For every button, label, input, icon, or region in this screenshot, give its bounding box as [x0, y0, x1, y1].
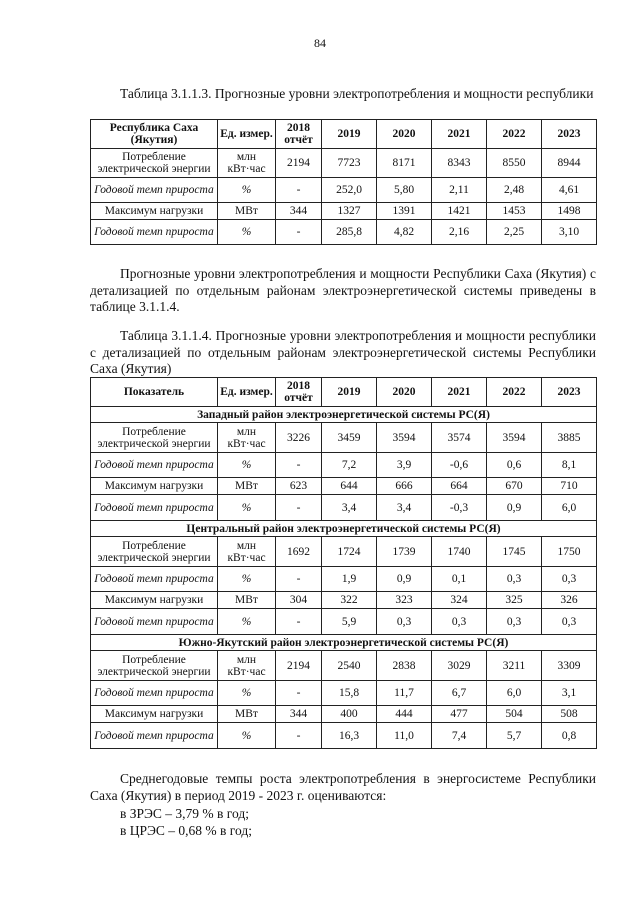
table-cell: млн кВт·час: [218, 423, 276, 453]
table-cell: 2,11: [432, 178, 487, 203]
row-label-cell: Годовой темп прироста: [91, 723, 218, 749]
column-header: Ед. измер.: [218, 378, 276, 407]
row-label-cell: Годовой темп прироста: [91, 178, 218, 203]
table-row: [91, 592, 597, 609]
table-cell: 6,0: [542, 495, 597, 521]
column-header: 2021: [432, 120, 487, 149]
table-cell: 3,4: [377, 495, 432, 521]
list-item: в ЦРЭС – 0,68 % в год;: [120, 823, 252, 838]
section-row: [91, 521, 597, 537]
table-cell: %: [218, 723, 276, 749]
table-header-row: [91, 120, 597, 149]
table-cell: %: [218, 609, 276, 635]
row-label-cell: Годовой темп прироста: [91, 609, 218, 635]
table-cell: %: [218, 495, 276, 521]
table-cell: 7,4: [432, 723, 487, 749]
column-header: 2019: [322, 378, 377, 407]
table-cell: 1740: [432, 537, 487, 567]
column-header: 2022: [487, 120, 542, 149]
table-cell: 1421: [432, 203, 487, 220]
column-header: 2023: [542, 120, 597, 149]
table-cell: 252,0: [322, 178, 377, 203]
table-cell: 323: [377, 592, 432, 609]
table-cell: 664: [432, 478, 487, 495]
table-cell: 15,8: [322, 681, 377, 706]
table-cell: 0,8: [542, 723, 597, 749]
column-header: Показатель: [91, 378, 218, 407]
table-cell: 670: [487, 478, 542, 495]
table-cell: 0,3: [542, 567, 597, 592]
table-row: [91, 681, 597, 706]
table-cell: 2,25: [487, 220, 542, 245]
table-cell: 16,3: [322, 723, 377, 749]
table-cell: млн кВт·час: [218, 149, 276, 178]
column-header: 2020: [377, 378, 432, 407]
table-row: [91, 567, 597, 592]
table-cell: 11,7: [377, 681, 432, 706]
table1-caption: Таблица 3.1.1.3. Прогнозные уровни электропотребления и мощности республики: [120, 86, 594, 101]
forecast-table-districts: [90, 377, 597, 749]
table-cell: 5,80: [377, 178, 432, 203]
section-title: Южно-Якутский район электроэнергетической системы РС(Я): [91, 635, 597, 651]
table-cell: 3594: [487, 423, 542, 453]
table-cell: 5,9: [322, 609, 377, 635]
table-cell: 11,0: [377, 723, 432, 749]
section-row: [91, 407, 597, 423]
table-cell: 400: [322, 706, 377, 723]
table-row: [91, 149, 597, 178]
table-cell: 4,61: [542, 178, 597, 203]
table-row: [91, 537, 597, 567]
table-cell: млн кВт·час: [218, 651, 276, 681]
table-cell: 3,10: [542, 220, 597, 245]
table-cell: 344: [276, 706, 322, 723]
list-item: в ЗРЭС – 3,79 % в год;: [120, 806, 249, 821]
table-cell: 8,1: [542, 453, 597, 478]
table-cell: 0,3: [487, 567, 542, 592]
table-cell: 1739: [377, 537, 432, 567]
table-cell: 326: [542, 592, 597, 609]
table-cell: 3029: [432, 651, 487, 681]
table-cell: 3574: [432, 423, 487, 453]
table-cell: 2,48: [487, 178, 542, 203]
table-cell: %: [218, 453, 276, 478]
table-cell: 3211: [487, 651, 542, 681]
column-header: Ед. измер.: [218, 120, 276, 149]
table-row: [91, 423, 597, 453]
table-cell: 2194: [276, 651, 322, 681]
table-cell: 1,9: [322, 567, 377, 592]
table-cell: 7723: [322, 149, 377, 178]
table-cell: 1745: [487, 537, 542, 567]
section-title: Центральный район электроэнергетической системы РС(Я): [91, 521, 597, 537]
table-cell: 0,1: [432, 567, 487, 592]
section-title: Западный район электроэнергетической системы РС(Я): [91, 407, 597, 423]
table-cell: 304: [276, 592, 322, 609]
forecast-table-republic: [90, 119, 597, 245]
table-cell: 0,3: [487, 609, 542, 635]
row-label-cell: Потребление электрической энергии: [91, 537, 218, 567]
table-cell: 1498: [542, 203, 597, 220]
row-label-cell: Годовой темп прироста: [91, 567, 218, 592]
row-label-cell: Максимум нагрузки: [91, 592, 218, 609]
table-cell: -: [276, 495, 322, 521]
table-cell: 1724: [322, 537, 377, 567]
table-cell: 322: [322, 592, 377, 609]
table-cell: 0,9: [487, 495, 542, 521]
table-cell: 285,8: [322, 220, 377, 245]
row-label-cell: Максимум нагрузки: [91, 203, 218, 220]
table-cell: 2194: [276, 149, 322, 178]
table-cell: 5,7: [487, 723, 542, 749]
body-paragraph-2: Среднегодовые темпы роста электропотребления в энергосистеме Республики Саха (Якутия) в период 2019 - 2023 г. оцениваются:: [90, 771, 596, 803]
table-cell: 666: [377, 478, 432, 495]
row-label-cell: Годовой темп прироста: [91, 453, 218, 478]
table-cell: 0,3: [377, 609, 432, 635]
column-header: 2020: [377, 120, 432, 149]
table-cell: %: [218, 178, 276, 203]
table-cell: 6,0: [487, 681, 542, 706]
table-cell: 0,9: [377, 567, 432, 592]
table-cell: 2540: [322, 651, 377, 681]
table-cell: 1327: [322, 203, 377, 220]
table-header-row: [91, 378, 597, 407]
column-header: 2022: [487, 378, 542, 407]
table-cell: 3885: [542, 423, 597, 453]
table-cell: -: [276, 609, 322, 635]
table-cell: 2838: [377, 651, 432, 681]
table-row: [91, 609, 597, 635]
table-cell: 0,6: [487, 453, 542, 478]
column-header: 2019: [322, 120, 377, 149]
table-cell: 623: [276, 478, 322, 495]
table-cell: 3,9: [377, 453, 432, 478]
table-cell: 3,1: [542, 681, 597, 706]
table-cell: 0,3: [432, 609, 487, 635]
section-row: [91, 635, 597, 651]
table-cell: 1692: [276, 537, 322, 567]
table-cell: -0,3: [432, 495, 487, 521]
table-cell: 508: [542, 706, 597, 723]
table-cell: 344: [276, 203, 322, 220]
table-cell: 1750: [542, 537, 597, 567]
table-row: [91, 220, 597, 245]
table-cell: 3459: [322, 423, 377, 453]
page-number: 84: [314, 36, 326, 50]
row-label-cell: Максимум нагрузки: [91, 706, 218, 723]
table-cell: 1391: [377, 203, 432, 220]
column-header: 2023: [542, 378, 597, 407]
table-cell: 3,4: [322, 495, 377, 521]
column-header: 2018 отчёт: [276, 120, 322, 149]
table-cell: -: [276, 220, 322, 245]
table-cell: МВт: [218, 706, 276, 723]
table-cell: 504: [487, 706, 542, 723]
table-cell: 3309: [542, 651, 597, 681]
table-cell: 6,7: [432, 681, 487, 706]
table-row: [91, 651, 597, 681]
table-cell: 2,16: [432, 220, 487, 245]
table-row: [91, 453, 597, 478]
table-cell: %: [218, 567, 276, 592]
table-cell: -0,6: [432, 453, 487, 478]
table-cell: -: [276, 681, 322, 706]
table-cell: 8171: [377, 149, 432, 178]
table-cell: 8550: [487, 149, 542, 178]
body-paragraph-1: Прогнозные уровни электропотребления и мощности Республики Саха (Якутия) с детализацией по отдельным районам электроэнергетической системы приведены в таблице 3.1.1.4.: [90, 266, 596, 314]
table-cell: 1453: [487, 203, 542, 220]
table-cell: млн кВт·час: [218, 537, 276, 567]
column-header: 2018 отчёт: [276, 378, 322, 407]
row-label-cell: Годовой темп прироста: [91, 220, 218, 245]
table-row: [91, 706, 597, 723]
table-cell: 644: [322, 478, 377, 495]
row-label-cell: Потребление электрической энергии: [91, 651, 218, 681]
table-cell: 4,82: [377, 220, 432, 245]
table-cell: 3226: [276, 423, 322, 453]
table-cell: 3594: [377, 423, 432, 453]
row-label-cell: Потребление электрической энергии: [91, 423, 218, 453]
table-cell: 324: [432, 592, 487, 609]
table-cell: %: [218, 220, 276, 245]
table-cell: 710: [542, 478, 597, 495]
table-row: [91, 478, 597, 495]
table-row: [91, 723, 597, 749]
row-label-cell: Годовой темп прироста: [91, 495, 218, 521]
table2-caption: Таблица 3.1.1.4. Прогнозные уровни электропотребления и мощности республики с детализацией по отдельным районам электроэнергетической системы Республики Саха (Якутия): [90, 328, 596, 376]
table-cell: 0,3: [542, 609, 597, 635]
table-cell: МВт: [218, 203, 276, 220]
row-label-cell: Потребление электрической энергии: [91, 149, 218, 178]
table-cell: 477: [432, 706, 487, 723]
column-header: 2021: [432, 378, 487, 407]
column-header: Республика Саха (Якутия): [91, 120, 218, 149]
row-label-cell: Максимум нагрузки: [91, 478, 218, 495]
table-cell: 8343: [432, 149, 487, 178]
table-row: [91, 495, 597, 521]
table-cell: -: [276, 178, 322, 203]
table-cell: МВт: [218, 592, 276, 609]
table-row: [91, 178, 597, 203]
table-cell: 7,2: [322, 453, 377, 478]
row-label-cell: Годовой темп прироста: [91, 681, 218, 706]
table-cell: 8944: [542, 149, 597, 178]
table-cell: -: [276, 567, 322, 592]
rate-list: [120, 805, 590, 839]
table-cell: %: [218, 681, 276, 706]
table-cell: МВт: [218, 478, 276, 495]
table-row: [91, 203, 597, 220]
table-cell: -: [276, 453, 322, 478]
table-cell: 444: [377, 706, 432, 723]
table-cell: -: [276, 723, 322, 749]
table-cell: 325: [487, 592, 542, 609]
